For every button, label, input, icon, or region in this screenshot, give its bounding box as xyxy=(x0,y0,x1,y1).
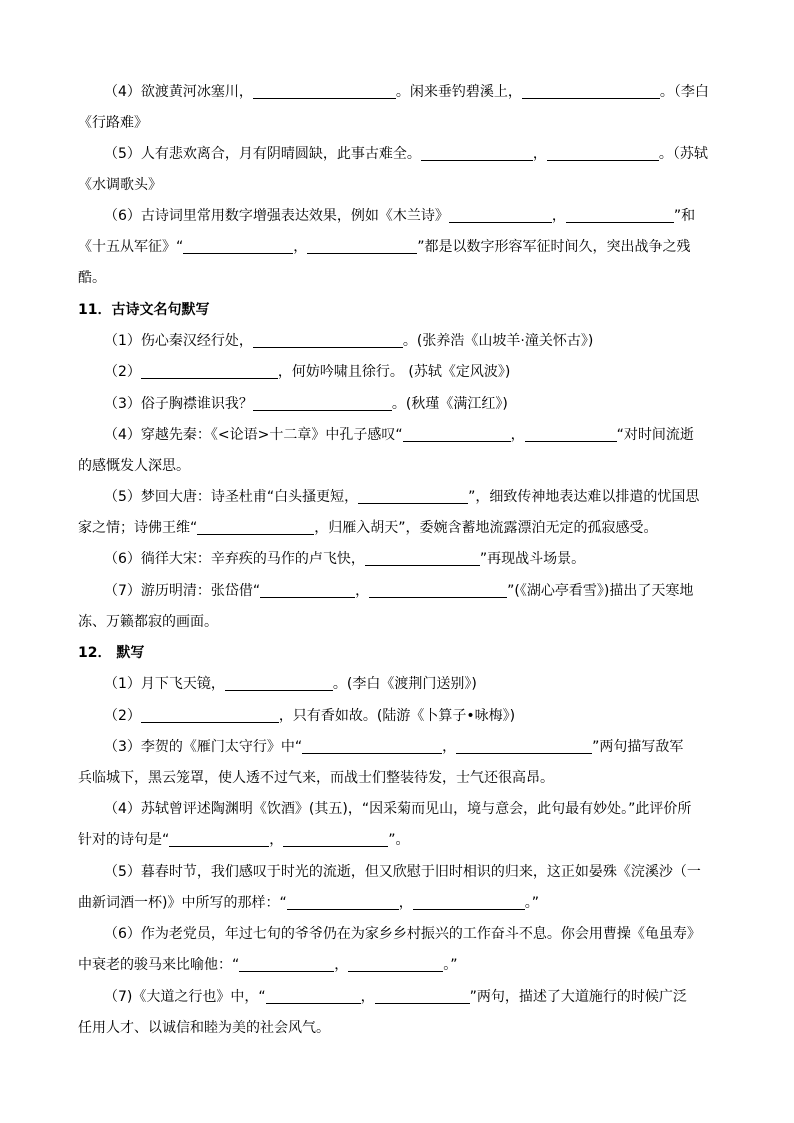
answer-blank[interactable] xyxy=(260,583,355,598)
q10-item4-cont: 《行路难》 xyxy=(78,115,148,131)
answer-blank[interactable] xyxy=(456,739,592,754)
answer-blank[interactable] xyxy=(348,957,443,972)
answer-blank[interactable] xyxy=(253,396,392,411)
answer-blank[interactable] xyxy=(403,427,511,442)
q12-item3: （3）李贺的《雁门太守行》中“ ， ”两句描写敌军 xyxy=(104,739,684,755)
q11-item7-cont: 冻、万籁都寂的画面。 xyxy=(78,614,218,630)
q11-item3: （3）俗子胸襟谁识我？ 。(秋瑾《满江红》) xyxy=(104,396,508,412)
answer-blank[interactable] xyxy=(287,895,399,910)
answer-blank[interactable] xyxy=(369,583,507,598)
q11-title: 11．古诗文名句默写 xyxy=(78,302,210,318)
q11-item4: （4）穿越先秦：《<论语>十二章》中孔子感叹“ ， “对时间流逝 xyxy=(104,427,694,443)
q10-item5: （5）人有悲欢离合，月有阴晴圆缺，此事古难全。 ， 。（苏轼 xyxy=(104,146,708,162)
answer-blank[interactable] xyxy=(358,489,468,504)
q11-item1: （1）伤心秦汉经行处， 。(张养浩《山坡羊·潼关怀古》) xyxy=(104,333,594,349)
answer-blank[interactable] xyxy=(197,520,314,535)
answer-blank[interactable] xyxy=(141,708,279,723)
q12-item2: （2） ，只有香如故。(陆游《卜算子•咏梅》) xyxy=(104,708,516,724)
q12-item5-cont: 曲新词酒一杯)》中所写的那样：“ ， 。” xyxy=(78,895,539,911)
q11-item5-cont: 家之情；诗佛王维“ ，归雁入胡天”，委婉含蓄地流露漂泊无定的孤寂感受。 xyxy=(78,520,658,536)
answer-blank[interactable] xyxy=(522,84,660,99)
q11-item7: （7）游历明清：张岱借“ ， ”(《湖心亭看雪》)描出了天寒地 xyxy=(104,583,694,599)
q12-item6-cont: 中衰老的骏马来比喻他：“ ， 。” xyxy=(78,957,458,973)
answer-blank[interactable] xyxy=(239,957,334,972)
answer-blank[interactable] xyxy=(421,146,533,161)
answer-blank[interactable] xyxy=(525,427,617,442)
q12-item7-cont: 任用人才、以诚信和睦为美的社会风气。 xyxy=(78,1020,330,1036)
q12-item5: （5）暮春时节，我们感叹于时光的流逝，但又欣慰于旧时相识的归来，这正如晏殊《浣溪沙（一 xyxy=(104,864,701,880)
answer-blank[interactable] xyxy=(253,333,403,348)
q12-item1: （1）月下飞天镜， 。(李白《渡荆门送别》) xyxy=(104,676,477,692)
q12-title: 12． 默写 xyxy=(78,645,145,661)
q11-item2: （2） ，何妨吟啸且徐行。 (苏轼《定风波》) xyxy=(104,364,511,380)
q10-item6-cont2: 酷。 xyxy=(78,270,106,286)
q10-item6: （6）古诗词里常用数字增强表达效果，例如《木兰诗》 ， ”和 xyxy=(104,208,696,224)
q11-item6: （6）徜徉大宋：辛弃疾的马作的卢飞快， ”再现战斗场景。 xyxy=(104,551,586,567)
answer-blank[interactable] xyxy=(141,364,278,379)
q11-item4-cont: 的感慨发人深思。 xyxy=(78,458,190,474)
q12-item6: （6）作为老党员，年过七旬的爷爷仍在为家乡乡村振兴的工作奋斗不息。你会用曹操《龟虽寿》 xyxy=(104,926,701,942)
answer-blank[interactable] xyxy=(566,208,674,223)
answer-blank[interactable] xyxy=(283,832,388,847)
answer-blank[interactable] xyxy=(169,832,269,847)
answer-blank[interactable] xyxy=(413,895,525,910)
q12-item4: （4）苏轼曾评述陶渊明《饮酒》(其五)，“因采菊而见山，境与意会，此句最有妙处。”此评价所 xyxy=(104,801,692,817)
q10-item5-cont: 《水调歌头》 xyxy=(78,177,162,193)
answer-blank[interactable] xyxy=(365,551,480,566)
q10-item6-cont: 《十五从军征》“ ， ”都是以数字形容军征时间久，突出战争之残 xyxy=(78,239,691,255)
q11-item5: （5）梦回大唐：诗圣杜甫“白头搔更短， ”，细致传神地表达难以排遣的忧国思 xyxy=(104,489,700,505)
answer-blank[interactable] xyxy=(183,239,293,254)
answer-blank[interactable] xyxy=(253,84,396,99)
answer-blank[interactable] xyxy=(302,739,442,754)
q12-item4-cont: 针对的诗句是“ ， ”。 xyxy=(78,832,410,848)
answer-blank[interactable] xyxy=(307,239,417,254)
q12-item7: （7)《大道之行也》中，“ ， ”两句，描述了大道施行的时候广泛 xyxy=(104,989,687,1005)
answer-blank[interactable] xyxy=(547,146,659,161)
answer-blank[interactable] xyxy=(266,989,361,1004)
answer-blank[interactable] xyxy=(449,208,552,223)
answer-blank[interactable] xyxy=(375,989,470,1004)
answer-blank[interactable] xyxy=(225,676,333,691)
q10-item4: （4）欲渡黄河冰塞川， 。闲来垂钓碧溪上， 。（李白 xyxy=(104,84,709,100)
q12-item3-cont: 兵临城下，黑云笼罩，使人透不过气来，而战士们整装待发，士气还很高昂。 xyxy=(78,770,554,786)
